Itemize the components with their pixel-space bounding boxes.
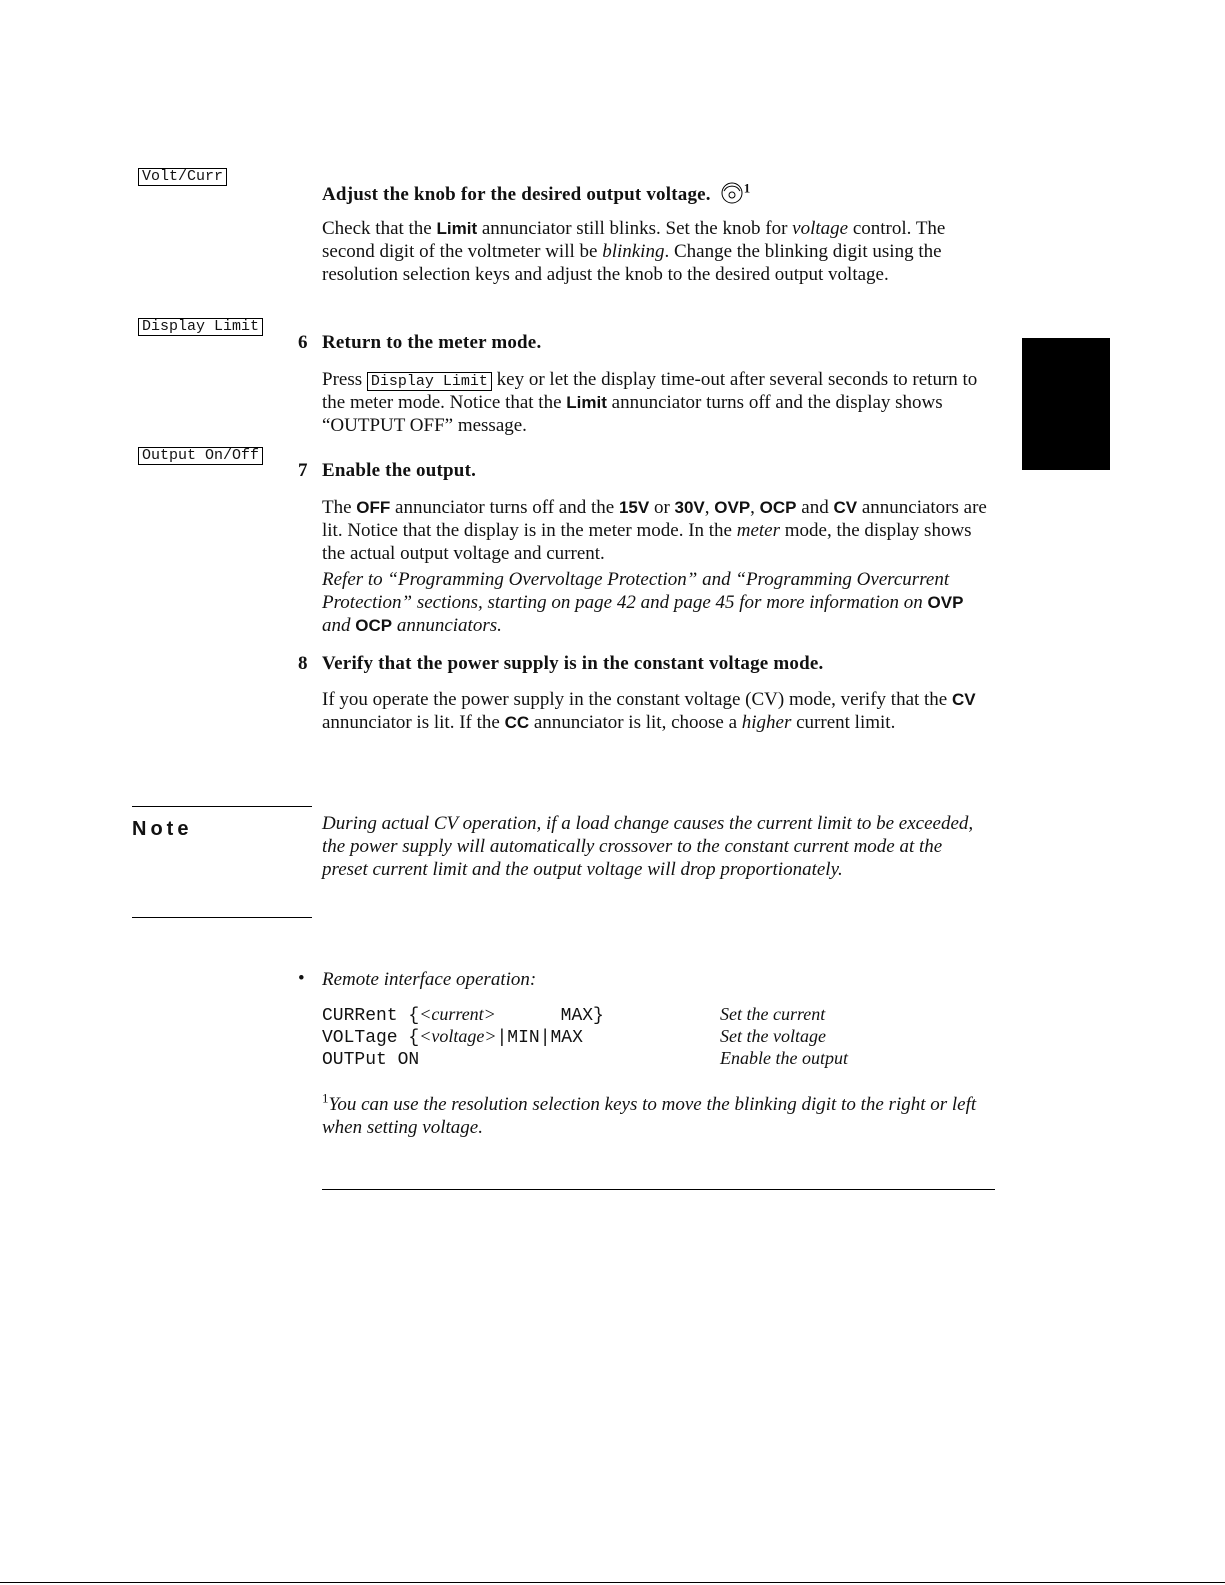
cc-annunciator: CC <box>504 713 530 732</box>
step-6-heading: Return to the meter mode. <box>322 332 542 353</box>
footnote-rule <box>322 1189 995 1190</box>
limit-annunciator-2: Limit <box>566 393 607 412</box>
adjust-paragraph: Check that the Limit annunciator still blinks. Set the knob for voltage control. The second digit of the voltmeter will be blinking. Change the blinking digit using the resolution selection keys and adjust the knob to the desired output voltage. <box>322 218 946 285</box>
cv-annunciator: CV <box>833 498 858 517</box>
volt-curr-key: Volt/Curr <box>138 168 227 186</box>
step-8-paragraph: If you operate the power supply in the constant voltage (CV) mode, verify that the CV annunciator is lit. If the CC annunciator is lit, choose a higher current limit. <box>322 689 976 733</box>
limit-annunciator: Limit <box>436 219 478 238</box>
adjust-heading <box>322 181 750 206</box>
remote-title: Remote interface operation: <box>322 969 537 990</box>
step-8-heading: Verify that the power supply is in the constant voltage mode. <box>322 653 824 674</box>
display-limit-key: Display Limit <box>138 318 263 336</box>
step-7-heading: Enable the output. <box>322 460 477 481</box>
step-6-number: 6 <box>298 332 308 353</box>
step-7-reference: Refer to “Programming Overvoltage Protection” and “Programming Overcurrent Protection” sections, starting on page 42 and page 45 for more information on OVP and OCP annunciators. <box>322 569 964 636</box>
note-bottom-rule <box>132 917 312 918</box>
output-on-off-key: Output On/Off <box>138 447 263 465</box>
note-top-rule <box>132 806 312 807</box>
bullet: • <box>298 968 305 989</box>
step-7-number: 7 <box>298 460 308 481</box>
footnote-ref: 1 <box>743 180 751 196</box>
step-6-paragraph: Press Display Limit key or let the display time-out after several seconds to return to the meter mode. Notice that the Limit annunciator turns off and the display shows “OUTPUT OFF” message. <box>322 369 978 436</box>
adjust-heading-text: Adjust the knob for the desired output voltage. <box>322 184 711 205</box>
15v-annunciator: 15V <box>618 498 650 517</box>
note-label: Note <box>132 818 193 840</box>
step-8-number: 8 <box>298 653 308 674</box>
off-annunciator: OFF <box>356 498 391 517</box>
chapter-tab <box>1022 338 1110 470</box>
footnote: $^1$You can use the resolution selection keys to move the blinking digit to the right or left when setting voltage. <box>322 1090 977 1138</box>
cv-annunciator-2: CV <box>952 690 976 709</box>
ocp-annunciator: OCP <box>759 498 797 517</box>
30v-annunciator: 30V <box>674 498 705 517</box>
page-bottom-rule <box>0 1582 1225 1583</box>
ovp-annunciator: OVP <box>714 498 751 517</box>
step-7-paragraph: The OFF annunciator turns off and the 15V or 30V, OVP, OCP and CV annunciators are lit. Notice that the display is in the meter mode. In the meter mode, the display shows the actual output voltage and current. <box>322 497 987 564</box>
note-text: During actual CV operation, if a load change causes the current limit to be exceeded, the power supply will automatically crossover to the constant current mode at the preset current limit and the output voltage will drop proportionately. <box>322 813 974 880</box>
display-limit-inline-key: Display Limit <box>367 372 492 391</box>
knob-icon <box>720 181 744 205</box>
